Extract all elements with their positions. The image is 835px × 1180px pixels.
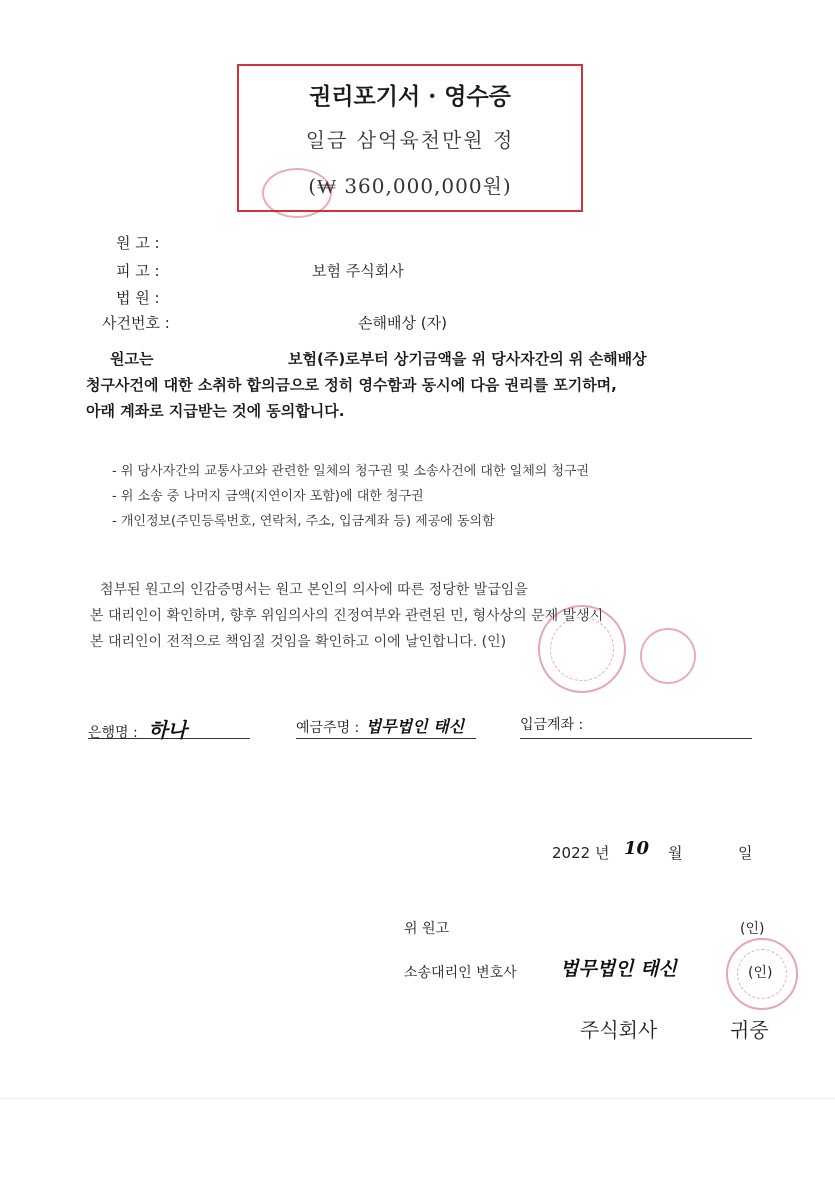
red-seal-stamp xyxy=(538,605,626,693)
bank-label: 은행명 : xyxy=(88,725,138,741)
confirm-line3: 본 대리인이 전적으로 책임질 것임을 확인하고 이에 날인합니다. (인) xyxy=(90,634,507,650)
date-month-value: 10 xyxy=(624,838,650,859)
main-paragraph-line1b: 보험(주)로부터 상기금액을 위 당사자간의 위 손해배상 xyxy=(288,350,647,368)
plaintiff-label: 원 고 : xyxy=(116,234,160,252)
red-seal-stamp xyxy=(640,628,696,684)
defendant-value: 보험 주식회사 xyxy=(312,262,404,280)
holder-label: 예금주명 : xyxy=(296,720,360,736)
attorney-label: 소송대리인 변호사 xyxy=(404,965,517,981)
date-month-label: 월 xyxy=(668,844,683,862)
account-field xyxy=(520,714,752,739)
date-day-label: 일 xyxy=(738,844,753,862)
seal-mark: (인) xyxy=(748,965,773,981)
bank-value: 하나 xyxy=(148,718,187,742)
recipient-honorific: 귀중 xyxy=(730,1018,769,1042)
court-row xyxy=(116,287,160,308)
attorney-signature: 법무법인 태신 xyxy=(560,958,677,980)
confirm-line1: 첨부된 원고의 인감증명서는 원고 본인의 의사에 따른 정당한 발급임을 xyxy=(100,582,528,598)
document-title: 권리포기서 · 영수증 xyxy=(309,83,511,110)
holder-signature: 법무법인 태신 xyxy=(365,717,465,736)
confirm-line2: 본 대리인이 확인하며, 향후 위임의사의 진정여부와 관련된 민, 형사상의 문제 발생시 xyxy=(90,608,604,624)
bullet-item: - 위 당사자간의 교통사고와 관련한 일체의 청구권 및 소송사건에 대한 일체의 청구권 xyxy=(112,464,590,479)
holder-field xyxy=(296,714,476,739)
page-bottom-divider xyxy=(0,1098,835,1099)
bank-field xyxy=(88,714,250,742)
amount-number: (₩ 360,000,000원) xyxy=(308,174,512,198)
seal-mark: (인) xyxy=(740,921,765,937)
defendant-row xyxy=(116,260,160,281)
case-value: 손해배상 (자) xyxy=(358,314,447,332)
main-paragraph-line3: 아래 계좌로 지급받는 것에 동의합니다. xyxy=(86,402,345,420)
main-paragraph-line2: 청구사건에 대한 소취하 합의금으로 정히 영수함과 동시에 다음 권리를 포기하며, xyxy=(86,376,617,394)
bullet-item: - 위 소송 중 나머지 금액(지연이자 포함)에 대한 청구권 xyxy=(112,489,424,504)
recipient-company: 주식회사 xyxy=(580,1018,658,1042)
account-label: 입금계좌 : xyxy=(520,717,584,733)
date-year: 2022 년 xyxy=(552,844,610,862)
plaintiff-row xyxy=(116,232,160,253)
plaintiff-sign-line: 위 원고 xyxy=(404,921,450,937)
bullet-item: - 개인정보(주민등록번호, 연락처, 주소, 입금계좌 등) 제공에 동의함 xyxy=(112,514,495,529)
court-label: 법 원 : xyxy=(116,289,160,307)
case-label: 사건번호 : xyxy=(102,314,170,332)
red-seal-stamp xyxy=(262,168,332,218)
amount-text: 일금 삼억육천만원 정 xyxy=(305,128,515,152)
main-paragraph-line1a: 원고는 xyxy=(110,350,154,368)
red-seal-stamp xyxy=(726,938,798,1010)
defendant-label: 피 고 : xyxy=(116,262,160,280)
case-row xyxy=(102,312,170,333)
